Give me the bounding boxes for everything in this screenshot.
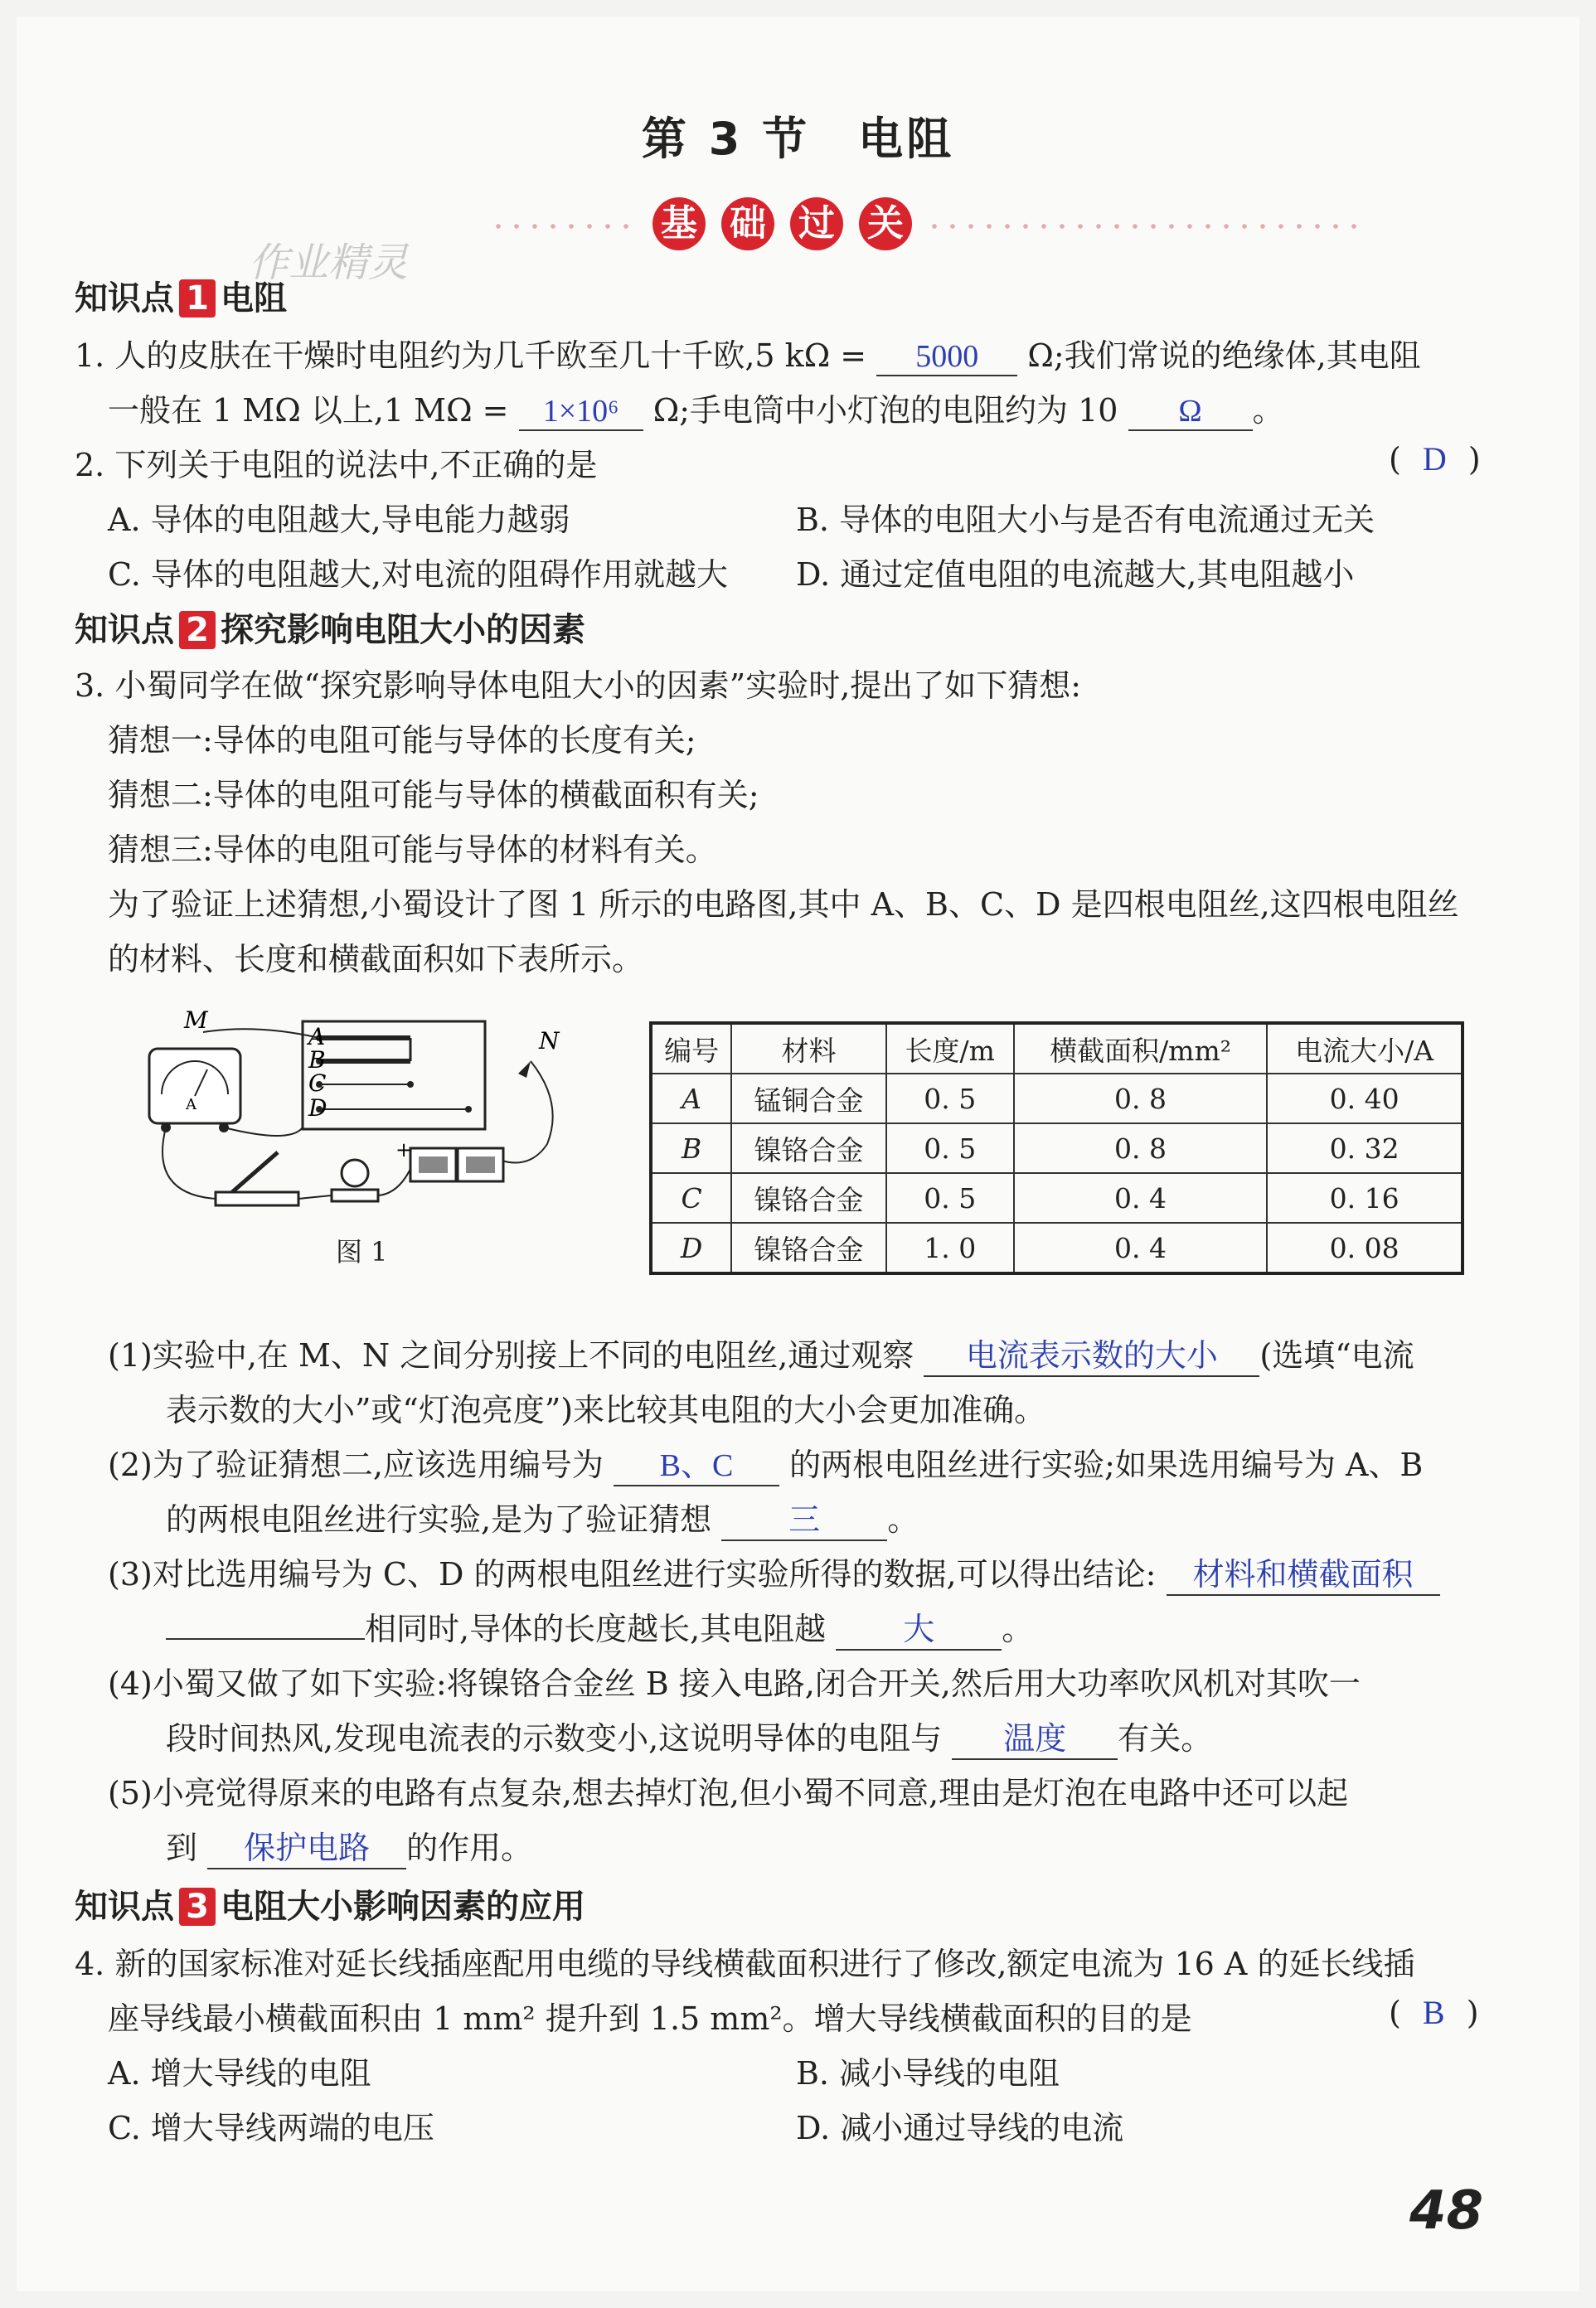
figure-caption: 图 1 [336,1236,388,1268]
switch-lever [232,1152,278,1192]
table-header-row [651,1023,1463,1074]
q2-answer-box [1389,439,1481,478]
q3-text: (3)对比选用编号为 C、D 的两根电阻丝进行实验所得的数据,可以得出结论: [108,1556,1157,1593]
table-cell: 0. 8 [1014,1123,1268,1173]
battery-plus: + [395,1138,413,1161]
q3-sub4-answer: 温度 [952,1713,1118,1760]
table-header: 横截面积/mm² [1014,1023,1268,1074]
q3-sub3-answer: 材料和横截面积 [1167,1549,1440,1596]
paren: ) [1467,441,1481,478]
q4-option-b: B. 减小导线的电阻 [796,2055,1060,2092]
q3-text: 有关。 [1118,1720,1213,1757]
banner-dots-left [489,224,638,229]
table-cell: 镍铬合金 [731,1123,885,1173]
q1-text: Ω;手电筒中小灯泡的电阻约为 10 [652,392,1118,429]
fig-label-b: B [308,1046,326,1074]
table-header: 长度/m [886,1023,1014,1074]
q1-text: 一般在 1 MΩ 以上,1 MΩ = [108,392,509,429]
kp-number: 1 [179,279,216,318]
fig-label-c: C [308,1069,327,1097]
q3-sub2-line1 [108,1439,1423,1486]
kp-number: 2 [179,611,216,649]
kp-label: 知识点 [75,279,174,318]
terminal [465,1106,472,1113]
kp-number: 3 [179,1888,216,1926]
table-cell: C [651,1173,731,1223]
table-cell: 锰铜合金 [731,1074,885,1123]
knowledge-point-3 [75,1880,585,1927]
kp-label: 知识点 [75,1888,174,1926]
table-row [651,1123,1463,1173]
paren: ( [1389,1995,1401,2031]
table-cell: 0. 32 [1267,1123,1463,1173]
bulb-icon [342,1160,368,1186]
kp-title: 探究影响电阻大小的因素 [221,611,585,649]
switch-base [216,1192,298,1205]
q3-text: (选填“电流 [1259,1337,1414,1374]
q2-answer: D [1422,440,1447,478]
table-header: 编号 [651,1023,731,1074]
kp-title: 电阻大小影响因素的应用 [221,1888,585,1926]
fig-label-n: N [539,1027,560,1055]
table-cell: 0. 5 [886,1074,1014,1123]
table-cell: 0. 40 [1267,1074,1463,1123]
q3-sub5-line2 [166,1822,532,1869]
bulb-base [332,1190,378,1201]
fig-label-m: M [184,1006,208,1034]
q3-sub3-line2 [166,1603,1033,1651]
q3-sub4-line2 [166,1713,1212,1760]
q1-text: 1. 人的皮肤在干燥时电阻约为几千欧至几十千欧,5 kΩ = [75,337,867,374]
table-cell: 0. 5 [886,1173,1014,1223]
q3-stem: 3. 小蜀同学在做“探究影响导体电阻大小的因素”实验时,提出了如下猜想: [75,667,1082,704]
q1-line-1 [75,330,1421,376]
table-cell: 镍铬合金 [731,1173,885,1223]
q3-sub5-line1: (5)小亮觉得原来的电路有点复杂,想去掉灯泡,但小蜀不同意,理由是灯泡在电路中还可以起 [108,1775,1349,1811]
q3-sub3-answer-2: 大 [836,1603,1002,1651]
table-cell: 0. 08 [1267,1223,1463,1273]
q4-option-a: A. 增大导线的电阻 [108,2055,371,2092]
resistor-table [649,1021,1464,1275]
banner-char-3: 过 [790,197,843,250]
table-cell: 1. 0 [886,1223,1014,1273]
q4-line-2: 座导线最小横截面积由 1 mm² 提升到 1.5 mm²。增大导线横截面积的目的是 [108,2000,1192,2037]
kp-title: 电阻 [221,279,287,318]
q4-line-1: 4. 新的国家标准对延长线插座配用电缆的导线横截面积进行了修改,额定电流为 16 A 的延长线插 [75,1946,1415,1982]
q3-sub1-line2: 表示数的大小”或“灯泡亮度”)来比较其电阻的大小会更加准确。 [166,1392,1046,1428]
q1-text: Ω;我们常说的绝缘体,其电阻 [1027,337,1421,374]
table-cell: D [651,1223,731,1273]
q3-text: (2)为了验证猜想二,应该选用编号为 [108,1447,604,1483]
page-number: 48 [1409,2180,1484,2242]
q3-text: 的两根电阻丝进行实验,是为了验证猜想 [166,1501,712,1538]
paren: ( [1389,441,1401,478]
q3-sub1-line1 [108,1330,1414,1377]
knowledge-point-1 [75,272,287,319]
q3-sub1-answer: 电流表示数的大小 [924,1330,1259,1377]
q3-guess-3: 猜想三:导体的电阻可能与导体的材料有关。 [108,832,717,868]
q3-text: 。 [1002,1611,1034,1647]
ammeter-letter: A [186,1096,196,1113]
table-row [651,1223,1463,1273]
q1-answer-2: 1×10⁶ [519,393,643,431]
q3-text: (1)实验中,在 M、N 之间分别接上不同的电阻丝,通过观察 [108,1337,914,1374]
q4-option-c: C. 增大导线两端的电压 [108,2110,434,2146]
q3-text: 相同时,导体的长度越长,其电阻越 [365,1611,827,1647]
q3-text: 的两根电阻丝进行实验;如果选用编号为 A、B [789,1447,1424,1483]
kp-label: 知识点 [75,611,174,649]
q3-text: 的作用。 [406,1830,533,1866]
paren: ) [1466,1995,1479,2031]
page-title: 第 3 节 电阻 [641,113,955,165]
q3-sub2-answer: B、C [614,1439,779,1486]
q3-text: 。 [887,1501,919,1538]
q2-option-b: B. 导体的电阻大小与是否有电流通过无关 [796,502,1375,538]
table-cell: 0. 16 [1267,1173,1463,1223]
battery-band [466,1156,495,1173]
terminal [407,1081,414,1088]
table-row [651,1173,1463,1223]
q3-para-2: 的材料、长度和横截面积如下表所示。 [108,941,644,977]
watermark-logo: 作业精灵 [249,240,409,286]
clip-icon [518,1061,531,1078]
wire [298,1195,332,1199]
q3-sub2-answer-2: 三 [721,1494,887,1541]
q3-sub3-answer-cont [166,1638,365,1640]
q1-line-2 [108,385,1284,431]
q3-text: 段时间热风,发现电流表的示数变小,这说明导体的电阻与 [166,1720,943,1757]
q3-text: 到 [166,1830,198,1866]
wire [378,1169,410,1195]
q3-sub5-answer: 保护电路 [207,1822,406,1869]
q2-option-c: C. 导体的电阻越大,对电流的阻碍作用就越大 [108,556,728,593]
table-row [651,1074,1463,1123]
banner-char-1: 基 [652,197,706,250]
table-cell: 镍铬合金 [731,1223,885,1273]
q3-sub2-line2 [166,1494,919,1541]
section-banner [0,192,1596,259]
table-cell: 0. 4 [1014,1173,1268,1223]
q3-guess-1: 猜想一:导体的电阻可能与导体的长度有关; [108,722,696,759]
knowledge-point-2 [75,604,585,651]
wire-n [502,1061,553,1163]
q1-answer-1: 5000 [876,338,1017,376]
fig-label-a: A [308,1023,326,1050]
q3-guess-2: 猜想二:导体的电阻可能与导体的横截面积有关; [108,777,759,813]
q2-stem: 2. 下列关于电阻的说法中,不正确的是 [75,447,598,483]
q4-option-d: D. 减小通过导线的电流 [796,2110,1124,2146]
table-cell: 0. 4 [1014,1223,1268,1273]
q4-answer: B [1422,1994,1445,2031]
table-cell: A [651,1074,731,1123]
q2-option-a: A. 导体的电阻越大,导电能力越弱 [108,502,570,538]
q3-sub4-line1: (4)小蜀又做了如下实验:将镍铬合金丝 B 接入电路,闭合开关,然后用大功率吹风机对其吹一 [108,1666,1361,1702]
table-cell: 0. 8 [1014,1074,1268,1123]
table-header: 材料 [731,1023,885,1074]
fig-label-d: D [308,1094,327,1122]
table-cell: B [651,1123,731,1173]
q4-answer-box [1389,1993,1479,2032]
battery-band [419,1156,448,1173]
table-header: 电流大小/A [1267,1023,1463,1074]
banner-char-4: 关 [859,197,912,250]
q3-para-1: 为了验证上述猜想,小蜀设计了图 1 所示的电路图,其中 A、B、C、D 是四根电阻丝,这四根电阻丝 [108,886,1459,923]
banner-char-2: 础 [721,197,774,250]
banner-dots-right [925,224,1365,229]
q1-text: 。 [1252,392,1284,429]
wire [224,1127,303,1136]
wire [163,1127,216,1199]
table-cell: 0. 5 [886,1123,1014,1173]
q1-answer-3: Ω [1128,393,1253,431]
q3-sub3-line1 [108,1549,1440,1596]
q2-option-d: D. 通过定值电阻的电流越大,其电阻越小 [796,556,1355,593]
